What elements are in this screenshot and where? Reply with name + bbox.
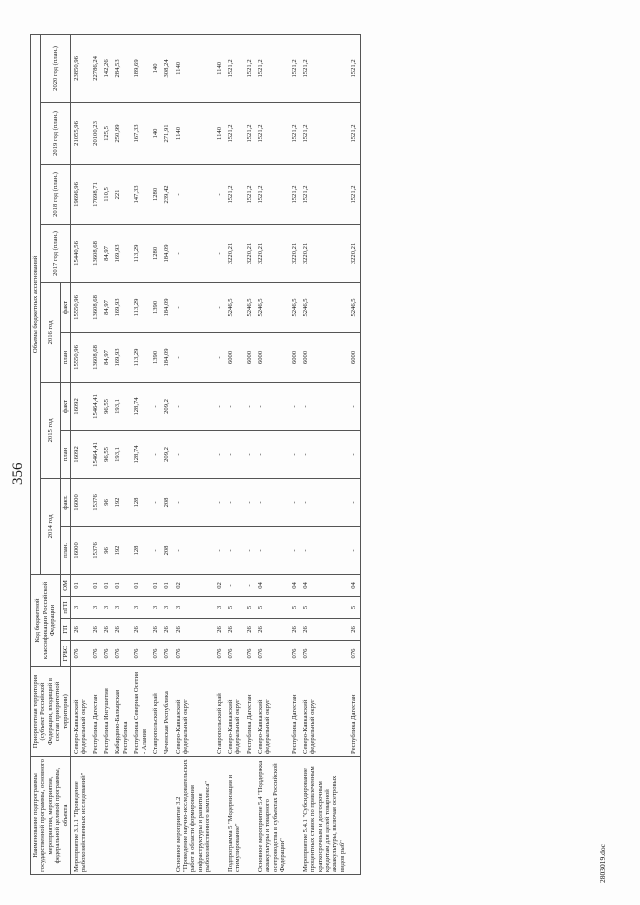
row-gp: 26 xyxy=(300,619,348,641)
row-value: - xyxy=(173,282,214,332)
row-value: - xyxy=(348,430,360,478)
row-value: - xyxy=(244,382,255,430)
row-value: 16092 xyxy=(70,430,89,478)
row-territory: Ставропольский край xyxy=(214,667,225,757)
row-value: - xyxy=(300,478,348,526)
row-value: 192 xyxy=(112,478,131,526)
row-grbs: 076 xyxy=(300,641,348,667)
row-gp: 26 xyxy=(289,619,300,641)
row-value: - xyxy=(173,430,214,478)
row-grbs: 076 xyxy=(112,641,131,667)
row-value: 125,5 xyxy=(101,102,112,164)
budget-table xyxy=(30,34,361,875)
row-value: 169,93 xyxy=(112,224,131,282)
row-territory: Республика Дагестан xyxy=(244,667,255,757)
table-row xyxy=(173,34,214,874)
row-pgp: 5 xyxy=(255,597,289,619)
row-value: 169,93 xyxy=(112,332,131,382)
table-row xyxy=(70,34,89,874)
row-value: - xyxy=(244,478,255,526)
row-value: 1521,2 xyxy=(255,102,289,164)
row-value: 13608,68 xyxy=(90,224,101,282)
row-value: 3220,21 xyxy=(225,224,244,282)
row-value: - xyxy=(173,224,214,282)
row-territory: Кабардино-Балкарская Республика xyxy=(112,667,131,757)
row-value: 250,99 xyxy=(112,102,131,164)
footer-filename: 2803019.doc xyxy=(598,844,607,883)
header-2015-fact: факт xyxy=(60,382,70,430)
row-value: 142,26 xyxy=(101,34,112,102)
row-grbs: 076 xyxy=(348,641,360,667)
row-value: 113,29 xyxy=(131,224,150,282)
row-om: 02 xyxy=(173,574,214,596)
row-value: 1390 xyxy=(150,332,161,382)
row-value: 1521,2 xyxy=(244,34,255,102)
row-pgp: 3 xyxy=(214,597,225,619)
row-name xyxy=(214,757,225,875)
row-territory: Северо-Кавказский федеральный округ xyxy=(255,667,289,757)
row-value: 1140 xyxy=(173,102,214,164)
row-value: 96,55 xyxy=(101,430,112,478)
row-value: 1521,2 xyxy=(244,102,255,164)
header-pgp: пГП xyxy=(60,597,70,619)
header-2016-plan: план xyxy=(60,332,70,382)
table-row xyxy=(161,34,172,874)
row-om: 04 xyxy=(348,574,360,596)
row-value: - xyxy=(225,526,244,574)
row-value: 1280 xyxy=(150,224,161,282)
row-pgp: 3 xyxy=(173,597,214,619)
row-value: 15464,41 xyxy=(90,382,101,430)
row-value: - xyxy=(150,526,161,574)
row-gp: 26 xyxy=(150,619,161,641)
row-om: 01 xyxy=(101,574,112,596)
row-value: 1140 xyxy=(214,102,225,164)
row-value: 167,33 xyxy=(131,102,150,164)
header-volumes: Объемы бюджетных ассигнований xyxy=(31,34,41,574)
header-grbs: ГРБС xyxy=(60,641,70,667)
row-value: 128 xyxy=(131,526,150,574)
row-value: 15376 xyxy=(90,526,101,574)
header-2018: 2018 год (план.) xyxy=(41,164,71,224)
row-pgp: 5 xyxy=(348,597,360,619)
row-value: 1140 xyxy=(173,34,214,102)
table-body xyxy=(70,34,360,874)
header-2016-fact: факт xyxy=(60,282,70,332)
row-grbs: 076 xyxy=(70,641,89,667)
header-name: Наименование подпрограммы государственной программы, основного мероприятия, мероприятия, федеральной целевой программы, объекта xyxy=(31,757,71,875)
row-value: 1521,2 xyxy=(225,102,244,164)
row-value: - xyxy=(214,430,225,478)
row-value: 15550,96 xyxy=(70,282,89,332)
row-value: 96 xyxy=(101,478,112,526)
row-value: 16092 xyxy=(70,382,89,430)
row-om: - xyxy=(244,574,255,596)
row-pgp: 3 xyxy=(131,597,150,619)
header-gp: ГП xyxy=(60,619,70,641)
table-row xyxy=(348,34,360,874)
row-value: 15464,41 xyxy=(90,430,101,478)
row-gp: 26 xyxy=(255,619,289,641)
row-value: 3220,21 xyxy=(289,224,300,282)
row-name: Мероприятие 5.4.1 "Субсидирование процентных ставок по привлеченным краткосрочным и долгосрочным кредитам для целей товарной аквакультуры, включая осетровых видов рыб" xyxy=(300,757,348,875)
row-value: 6000 xyxy=(289,332,300,382)
row-pgp: 5 xyxy=(225,597,244,619)
row-grbs: 076 xyxy=(161,641,172,667)
table-row xyxy=(112,34,131,874)
row-value: - xyxy=(348,382,360,430)
row-value: 208 xyxy=(161,526,172,574)
row-gp: 26 xyxy=(173,619,214,641)
row-value: 3220,21 xyxy=(244,224,255,282)
table-row xyxy=(101,34,112,874)
row-value: 3220,21 xyxy=(348,224,360,282)
row-value: - xyxy=(289,382,300,430)
row-territory: Чеченская Республика xyxy=(161,667,172,757)
table-header xyxy=(31,34,71,874)
row-grbs: 076 xyxy=(150,641,161,667)
header-2019: 2019 год (план.) xyxy=(41,102,71,164)
row-territory: Республика Дагестан xyxy=(289,667,300,757)
row-name: Мероприятие 3.1.1 "Проведение рыбохозяйственных исследований" xyxy=(70,757,89,875)
row-value: - xyxy=(348,526,360,574)
row-gp: 26 xyxy=(90,619,101,641)
row-value: 5246,5 xyxy=(244,282,255,332)
row-value: - xyxy=(289,526,300,574)
row-gp: 26 xyxy=(131,619,150,641)
row-value: - xyxy=(173,382,214,430)
row-pgp: 3 xyxy=(70,597,89,619)
table-row xyxy=(131,34,150,874)
header-2020: 2020 год (план.) xyxy=(41,34,71,102)
row-value: 20100,23 xyxy=(90,102,101,164)
row-om: - xyxy=(225,574,244,596)
table-row xyxy=(244,34,255,874)
row-value: 22786,24 xyxy=(90,34,101,102)
row-value: 6000 xyxy=(255,332,289,382)
row-value: 113,29 xyxy=(131,282,150,332)
row-value: 16000 xyxy=(70,478,89,526)
row-value: 308,24 xyxy=(161,34,172,102)
row-value: - xyxy=(289,430,300,478)
row-value: 189,69 xyxy=(131,34,150,102)
row-gp: 26 xyxy=(70,619,89,641)
row-value: 1390 xyxy=(150,282,161,332)
row-value: 284,53 xyxy=(112,34,131,102)
row-value: 221 xyxy=(112,164,131,224)
row-name xyxy=(348,757,360,875)
row-om: 01 xyxy=(112,574,131,596)
row-om: 04 xyxy=(255,574,289,596)
table-row xyxy=(90,34,101,874)
header-om: ОМ xyxy=(60,574,70,596)
row-value: 193,1 xyxy=(112,382,131,430)
row-value: 16000 xyxy=(70,526,89,574)
row-value: - xyxy=(255,382,289,430)
row-om: 01 xyxy=(131,574,150,596)
row-value: 1521,2 xyxy=(255,34,289,102)
row-value: 1521,2 xyxy=(300,164,348,224)
row-territory: Северо-Кавказский федеральный округ xyxy=(173,667,214,757)
table-row xyxy=(255,34,289,874)
row-name: Подпрограмма 5 "Модернизация и стимулирование" xyxy=(225,757,244,875)
row-value: 209,2 xyxy=(161,382,172,430)
row-name xyxy=(131,757,150,875)
row-value: 6000 xyxy=(348,332,360,382)
table-row xyxy=(300,34,348,874)
row-grbs: 076 xyxy=(244,641,255,667)
row-value: 1521,2 xyxy=(348,102,360,164)
row-pgp: 3 xyxy=(90,597,101,619)
row-value: - xyxy=(244,526,255,574)
row-value: 1521,2 xyxy=(225,164,244,224)
row-value: 6000 xyxy=(244,332,255,382)
row-gp: 26 xyxy=(214,619,225,641)
row-value: - xyxy=(214,478,225,526)
row-territory: Ставропольский край xyxy=(150,667,161,757)
row-value: 1140 xyxy=(214,34,225,102)
row-gp: 26 xyxy=(161,619,172,641)
row-territory: Республика Дагестан xyxy=(348,667,360,757)
header-2015: 2015 год xyxy=(41,382,60,478)
row-value: 15440,56 xyxy=(70,224,89,282)
row-value: 5246,5 xyxy=(255,282,289,332)
row-value: 110,5 xyxy=(101,164,112,224)
row-value: 13608,68 xyxy=(90,332,101,382)
row-value: 1280 xyxy=(150,164,161,224)
row-value: 1521,2 xyxy=(348,34,360,102)
table-row xyxy=(289,34,300,874)
row-value: - xyxy=(173,526,214,574)
row-value: - xyxy=(173,478,214,526)
row-value: 96,55 xyxy=(101,382,112,430)
row-value: 113,29 xyxy=(131,332,150,382)
row-territory: Северо-Кавказский федеральный округ xyxy=(70,667,89,757)
row-value: - xyxy=(289,478,300,526)
row-value: - xyxy=(214,282,225,332)
page-number: 356 xyxy=(10,462,26,485)
header-2015-plan: план xyxy=(60,430,70,478)
header-2014-plan: план. xyxy=(60,526,70,574)
row-grbs: 076 xyxy=(255,641,289,667)
row-value: 1521,2 xyxy=(289,164,300,224)
row-name xyxy=(150,757,161,875)
row-value: 1521,2 xyxy=(289,102,300,164)
row-value: 239,42 xyxy=(161,164,172,224)
row-value: - xyxy=(214,332,225,382)
row-name: Основное мероприятие 5.4 "Поддержка аквакультуры и товарного осетроводства в субъектах Российской Федерации" xyxy=(255,757,289,875)
row-om: 01 xyxy=(150,574,161,596)
row-value: 184,09 xyxy=(161,224,172,282)
row-pgp: 5 xyxy=(244,597,255,619)
row-value: 96 xyxy=(101,526,112,574)
row-value: 5246,5 xyxy=(289,282,300,332)
row-territory: Республика Северная Осетия - Алания xyxy=(131,667,150,757)
row-value: - xyxy=(225,478,244,526)
row-value: - xyxy=(173,332,214,382)
row-value: 17698,71 xyxy=(90,164,101,224)
row-om: 01 xyxy=(70,574,89,596)
row-value: 6000 xyxy=(300,332,348,382)
row-name xyxy=(244,757,255,875)
row-value: 209,2 xyxy=(161,430,172,478)
row-value: 147,33 xyxy=(131,164,150,224)
row-name xyxy=(289,757,300,875)
row-value: 1521,2 xyxy=(300,34,348,102)
row-value: 128 xyxy=(131,478,150,526)
row-grbs: 076 xyxy=(101,641,112,667)
row-value: - xyxy=(300,430,348,478)
row-value: 1521,2 xyxy=(289,34,300,102)
row-pgp: 3 xyxy=(112,597,131,619)
header-budget-code: Код бюджетной классификации Российской Федерации xyxy=(31,574,61,666)
row-pgp: 5 xyxy=(289,597,300,619)
row-value: 3220,21 xyxy=(255,224,289,282)
row-value: - xyxy=(225,382,244,430)
row-gp: 26 xyxy=(348,619,360,641)
row-value: 5246,5 xyxy=(300,282,348,332)
row-value: - xyxy=(255,430,289,478)
row-grbs: 076 xyxy=(225,641,244,667)
row-territory: Северо-Кавказский федеральный округ xyxy=(300,667,348,757)
header-2014-fact: факт. xyxy=(60,478,70,526)
row-value: 271,91 xyxy=(161,102,172,164)
row-value: 184,09 xyxy=(161,332,172,382)
row-value: - xyxy=(150,430,161,478)
row-gp: 26 xyxy=(101,619,112,641)
row-om: 01 xyxy=(161,574,172,596)
row-name: Основное мероприятие 3.2 "Проведение научно-исследовательских работ в области формирования инфраструктуры и развития рыбохозяйственного комплекса" xyxy=(173,757,214,875)
row-name xyxy=(90,757,101,875)
row-value: 84,97 xyxy=(101,332,112,382)
row-value: - xyxy=(300,382,348,430)
row-value: - xyxy=(150,478,161,526)
table-row xyxy=(225,34,244,874)
row-value: 13608,68 xyxy=(90,282,101,332)
row-territory: Республика Дагестан xyxy=(90,667,101,757)
row-value: 1521,2 xyxy=(300,102,348,164)
row-value: 1521,2 xyxy=(348,164,360,224)
row-territory: Республика Ингушетия xyxy=(101,667,112,757)
row-value: - xyxy=(244,430,255,478)
row-value: - xyxy=(214,526,225,574)
row-om: 02 xyxy=(214,574,225,596)
row-value: - xyxy=(173,164,214,224)
row-pgp: 5 xyxy=(300,597,348,619)
row-value: 15550,96 xyxy=(70,332,89,382)
row-name xyxy=(101,757,112,875)
row-value: 1521,2 xyxy=(225,34,244,102)
row-pgp: 3 xyxy=(150,597,161,619)
row-value: - xyxy=(255,526,289,574)
row-value: 128,74 xyxy=(131,430,150,478)
table-row xyxy=(214,34,225,874)
row-value: - xyxy=(214,382,225,430)
header-territory: Приоритетная территория (субъект Российской Федерации, входящий в состав приоритетной территории) xyxy=(31,667,71,757)
row-value: 1521,2 xyxy=(244,164,255,224)
row-pgp: 3 xyxy=(101,597,112,619)
row-value: - xyxy=(255,478,289,526)
row-territory: Северо-Кавказский федеральный округ xyxy=(225,667,244,757)
row-value: 192 xyxy=(112,526,131,574)
row-pgp: 3 xyxy=(161,597,172,619)
header-2017: 2017 год (план.) xyxy=(41,224,71,282)
row-gp: 26 xyxy=(112,619,131,641)
row-value: 21055,96 xyxy=(70,102,89,164)
row-value: 6000 xyxy=(225,332,244,382)
row-value: 193,1 xyxy=(112,430,131,478)
row-gp: 26 xyxy=(225,619,244,641)
row-grbs: 076 xyxy=(90,641,101,667)
row-value: 1521,2 xyxy=(255,164,289,224)
row-grbs: 076 xyxy=(214,641,225,667)
row-grbs: 076 xyxy=(289,641,300,667)
row-value: - xyxy=(150,382,161,430)
row-name xyxy=(112,757,131,875)
row-value: 5246,5 xyxy=(348,282,360,332)
row-value: 140 xyxy=(150,102,161,164)
header-2014: 2014 год xyxy=(41,478,60,574)
row-name xyxy=(161,757,172,875)
row-value: 84,97 xyxy=(101,224,112,282)
row-value: 140 xyxy=(150,34,161,102)
row-value: 208 xyxy=(161,478,172,526)
row-value: - xyxy=(214,164,225,224)
row-value: 84,97 xyxy=(101,282,112,332)
row-value: 184,09 xyxy=(161,282,172,332)
row-grbs: 076 xyxy=(173,641,214,667)
row-value: - xyxy=(225,430,244,478)
row-value: 3220,21 xyxy=(300,224,348,282)
header-2016: 2016 год xyxy=(41,282,60,382)
row-value: - xyxy=(348,478,360,526)
row-om: 01 xyxy=(90,574,101,596)
row-value: 15376 xyxy=(90,478,101,526)
row-value: 23850,96 xyxy=(70,34,89,102)
row-value: 169,93 xyxy=(112,282,131,332)
row-om: 04 xyxy=(289,574,300,596)
table-row xyxy=(150,34,161,874)
row-value: 19696,96 xyxy=(70,164,89,224)
row-value: - xyxy=(214,224,225,282)
row-value: 5246,5 xyxy=(225,282,244,332)
row-value: - xyxy=(300,526,348,574)
row-om: 04 xyxy=(300,574,348,596)
row-grbs: 076 xyxy=(131,641,150,667)
row-value: 128,74 xyxy=(131,382,150,430)
row-gp: 26 xyxy=(244,619,255,641)
